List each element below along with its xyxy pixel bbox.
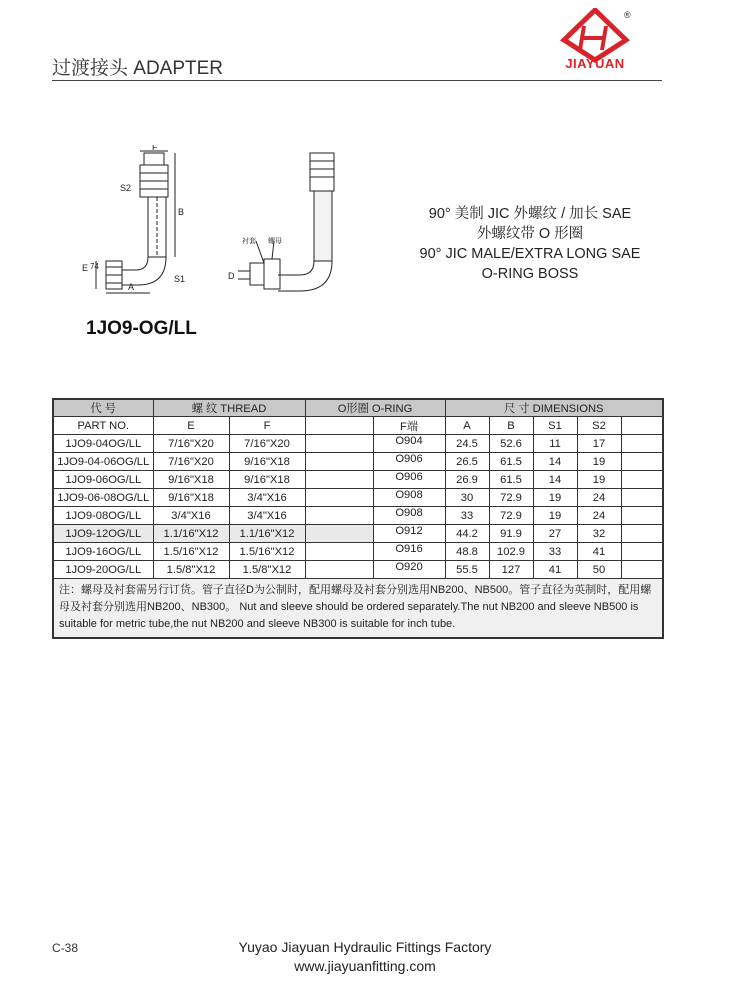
cell-part: 1JO9-08OG/LL [53, 507, 153, 525]
table-row [53, 435, 663, 453]
dim-e-label: E [82, 263, 89, 273]
model-number: 1JO9-OG/LL [86, 318, 197, 339]
dim-a-label: A [128, 282, 135, 292]
header-blank-end [621, 417, 663, 435]
cell-blank-end [621, 435, 663, 453]
cell-part: 1JO9-04OG/LL [53, 435, 153, 453]
table-note-row [53, 579, 663, 639]
dim-d-label: D [228, 271, 235, 281]
header-blank [305, 417, 373, 435]
header-part-cn: 代 号 [53, 399, 153, 417]
nut-callout: 螺母 [268, 238, 282, 245]
cell-b: 52.6 [489, 435, 533, 453]
cell-a: 24.5 [445, 435, 489, 453]
description-line-cn-2: 外螺纹带 O 形圈 [476, 226, 584, 242]
cell-blank [305, 489, 373, 507]
cell-f: 7/16"X20 [229, 435, 305, 453]
cell-oring: O920 [373, 561, 445, 579]
logo-text: JIAYUAN [565, 56, 625, 71]
technical-drawing [78, 145, 348, 295]
cell-s1: 27 [533, 525, 577, 543]
cell-blank [305, 561, 373, 579]
cell-b: 72.9 [489, 489, 533, 507]
cell-s2: 41 [577, 543, 621, 561]
cell-b: 127 [489, 561, 533, 579]
header-thread: 螺 纹 THREAD [153, 399, 305, 417]
cell-s2: 24 [577, 507, 621, 525]
cell-blank [305, 507, 373, 525]
table-row [53, 543, 663, 561]
cell-b: 61.5 [489, 453, 533, 471]
cell-blank-end [621, 507, 663, 525]
cell-s1: 14 [533, 453, 577, 471]
cell-s2: 19 [577, 471, 621, 489]
table-header-row-1 [53, 399, 663, 417]
cell-part: 1JO9-16OG/LL [53, 543, 153, 561]
cell-oring: O908 [373, 507, 445, 525]
dim-b-label: B [178, 207, 185, 217]
cell-part: 1JO9-06OG/LL [53, 471, 153, 489]
cell-e: 7/16"X20 [153, 453, 229, 471]
dim-f-label: F [152, 145, 158, 152]
cell-s1: 19 [533, 507, 577, 525]
dim-s1-label: S1 [174, 274, 186, 284]
cell-part: 1JO9-20OG/LL [53, 561, 153, 579]
cell-blank-end [621, 561, 663, 579]
cell-e: 9/16"X18 [153, 471, 229, 489]
cell-part: 1JO9-12OG/LL [53, 525, 153, 543]
header-b: B [489, 417, 533, 435]
cell-f: 9/16"X18 [229, 471, 305, 489]
description-line-en-1: 90° JIC MALE/EXTRA LONG SAE [419, 246, 641, 262]
cell-a: 26.9 [445, 471, 489, 489]
cell-f: 1.1/16"X12 [229, 525, 305, 543]
cell-s2: 32 [577, 525, 621, 543]
cell-blank-end [621, 489, 663, 507]
table-row [53, 471, 663, 489]
page-number: C-38 [52, 941, 79, 955]
cell-s1: 33 [533, 543, 577, 561]
cell-e: 9/16"X18 [153, 489, 229, 507]
cell-a: 55.5 [445, 561, 489, 579]
cell-e: 1.5/8"X12 [153, 561, 229, 579]
cell-b: 102.9 [489, 543, 533, 561]
cell-s2: 50 [577, 561, 621, 579]
cell-oring: O916 [373, 543, 445, 561]
header-f-end: F端 [373, 417, 445, 435]
footer-company: Yuyao Jiayuan Hydraulic Fittings Factory [238, 939, 492, 955]
cell-e: 7/16"X20 [153, 435, 229, 453]
cell-s1: 19 [533, 489, 577, 507]
cell-e: 3/4"X16 [153, 507, 229, 525]
cell-blank [305, 453, 373, 471]
cell-b: 72.9 [489, 507, 533, 525]
header-part-no: PART NO. [53, 417, 153, 435]
cell-f: 1.5/16"X12 [229, 543, 305, 561]
dim-s2-label: S2 [120, 183, 132, 193]
cell-f: 3/4"X16 [229, 489, 305, 507]
table-row [53, 453, 663, 471]
cell-blank [305, 525, 373, 543]
cell-oring: O906 [373, 471, 445, 489]
table-note: 注：螺母及衬套需另行订货。管子直径D为公制时，配用螺母及衬套分别选用NB200、NB500。管子直径为英制时，配用螺母及衬套分别选用NB200、NB300。 Nut and sleeve should be ordered separately.The nut NB200 and sleeve NB500 is suitable for metric tube,the nut NB200 and sleeve NB300 is suitable for inch tube. [53, 579, 663, 639]
cell-s2: 19 [577, 453, 621, 471]
cell-s2: 24 [577, 489, 621, 507]
cell-blank [305, 471, 373, 489]
header-divider [52, 80, 662, 81]
cell-s1: 14 [533, 471, 577, 489]
cell-f: 9/16"X18 [229, 453, 305, 471]
cell-e: 1.1/16"X12 [153, 525, 229, 543]
cell-part: 1JO9-06-08OG/LL [53, 489, 153, 507]
cell-blank-end [621, 525, 663, 543]
cell-part: 1JO9-04-06OG/LL [53, 453, 153, 471]
cell-s1: 11 [533, 435, 577, 453]
table-row [53, 561, 663, 579]
cell-oring: O912 [373, 525, 445, 543]
dim-angle-label: 74 [90, 262, 99, 271]
header-oring: O形圈 O-RING [305, 399, 445, 417]
cell-b: 61.5 [489, 471, 533, 489]
cell-s1: 41 [533, 561, 577, 579]
cell-blank [305, 543, 373, 561]
cell-e: 1.5/16"X12 [153, 543, 229, 561]
cell-a: 30 [445, 489, 489, 507]
cell-f: 3/4"X16 [229, 507, 305, 525]
cell-a: 44.2 [445, 525, 489, 543]
header-s2: S2 [577, 417, 621, 435]
footer-url: www.jiayuanfitting.com [294, 958, 436, 974]
cell-blank-end [621, 453, 663, 471]
table-row [53, 507, 663, 525]
cell-a: 48.8 [445, 543, 489, 561]
cell-b: 91.9 [489, 525, 533, 543]
description-line-cn-1: 90° 美制 JIC 外螺纹 / 加长 SAE [428, 206, 632, 222]
header-f: F [229, 417, 305, 435]
description-line-en-2: O-RING BOSS [481, 266, 579, 282]
cell-a: 26.5 [445, 453, 489, 471]
product-description [400, 204, 660, 284]
header-e: E [153, 417, 229, 435]
table-header-row-2 [53, 417, 663, 435]
page-title: 过渡接头 ADAPTER [52, 58, 224, 79]
cell-a: 33 [445, 507, 489, 525]
sleeve-callout: 衬套 [242, 238, 256, 245]
cell-blank [305, 435, 373, 453]
cell-oring: O906 [373, 453, 445, 471]
table-row [53, 525, 663, 543]
header-a: A [445, 417, 489, 435]
cell-blank-end [621, 543, 663, 561]
cell-oring: O908 [373, 489, 445, 507]
header-s1: S1 [533, 417, 577, 435]
cell-oring: O904 [373, 435, 445, 453]
spec-table [52, 398, 664, 639]
cell-blank-end [621, 471, 663, 489]
header-dimensions: 尺 寸 DIMENSIONS [445, 399, 663, 417]
cell-s2: 17 [577, 435, 621, 453]
table-row [53, 489, 663, 507]
cell-f: 1.5/8"X12 [229, 561, 305, 579]
registered-mark: ® [624, 10, 631, 20]
